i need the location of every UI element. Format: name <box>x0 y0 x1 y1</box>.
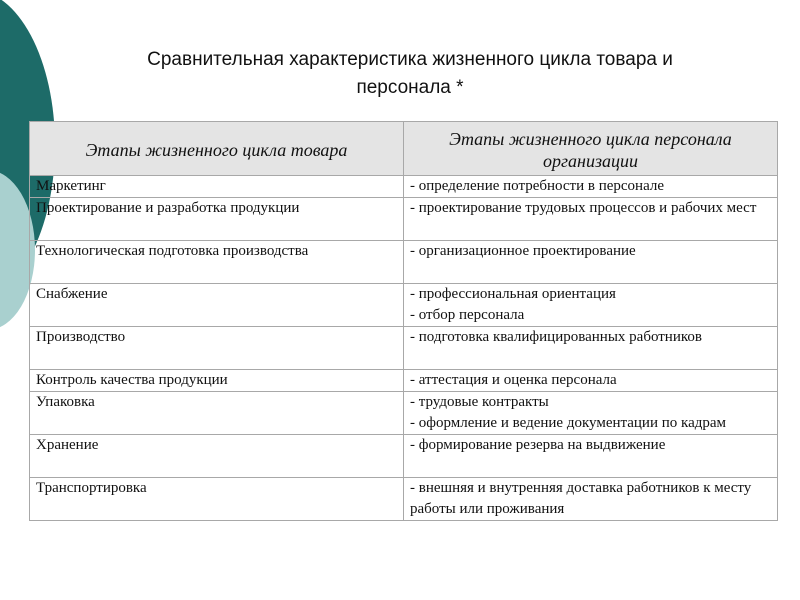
product-stage-cell: Маркетинг <box>30 176 404 198</box>
slide-title-line-2: персонала * <box>356 77 464 98</box>
personnel-item: - аттестация и оценка персонала <box>410 372 617 388</box>
table-row <box>30 327 778 370</box>
product-stage-cell: Проектирование и разработка продукции <box>30 198 404 241</box>
personnel-stage-cell <box>404 478 778 521</box>
product-stage-cell: Контроль качества продукции <box>30 370 404 392</box>
product-stage-cell: Транспортировка <box>30 478 404 521</box>
product-stage-cell: Снабжение <box>30 284 404 327</box>
product-stage-cell: Хранение <box>30 435 404 478</box>
personnel-stage-cell <box>404 370 778 392</box>
product-stage-cell: Технологическая подготовка производства <box>30 241 404 284</box>
personnel-item: - внешняя и внутренняя доставка работников к месту работы или проживания <box>410 480 752 517</box>
personnel-item: - подготовка квалифицированных работников <box>410 329 702 345</box>
personnel-item: - профессиональная ориентация <box>410 286 616 302</box>
personnel-item: - организационное проектирование <box>410 243 636 259</box>
personnel-stage-cell <box>404 198 778 241</box>
product-stage-cell: Упаковка <box>30 392 404 435</box>
table-row <box>30 435 778 478</box>
slide-title <box>40 46 780 102</box>
table-row <box>30 478 778 521</box>
personnel-stage-cell <box>404 392 778 435</box>
table-header-row <box>30 122 778 176</box>
header-personnel-stages: Этапы жизненного цикла персонала организации <box>404 122 778 176</box>
personnel-item: - проектирование трудовых процессов и рабочих мест <box>410 200 757 216</box>
header-product-stages: Этапы жизненного цикла товара <box>30 122 404 176</box>
personnel-stage-cell <box>404 241 778 284</box>
personnel-item: - формирование резерва на выдвижение <box>410 437 666 453</box>
personnel-item: - трудовые контракты <box>410 394 549 410</box>
personnel-item: - оформление и ведение документации по кадрам <box>410 415 727 431</box>
comparison-table <box>29 121 778 521</box>
table-row <box>30 198 778 241</box>
personnel-item: - определение потребности в персонале <box>410 178 665 194</box>
personnel-stage-cell <box>404 435 778 478</box>
table-row <box>30 392 778 435</box>
personnel-stage-cell <box>404 284 778 327</box>
table-row <box>30 370 778 392</box>
product-stage-cell: Производство <box>30 327 404 370</box>
personnel-stage-cell <box>404 327 778 370</box>
slide-title-line-1: Сравнительная характеристика жизненного цикла товара и <box>147 49 673 70</box>
table-row <box>30 241 778 284</box>
personnel-stage-cell <box>404 176 778 198</box>
table-row <box>30 284 778 327</box>
personnel-item: - отбор персонала <box>410 307 525 323</box>
table-row <box>30 176 778 198</box>
